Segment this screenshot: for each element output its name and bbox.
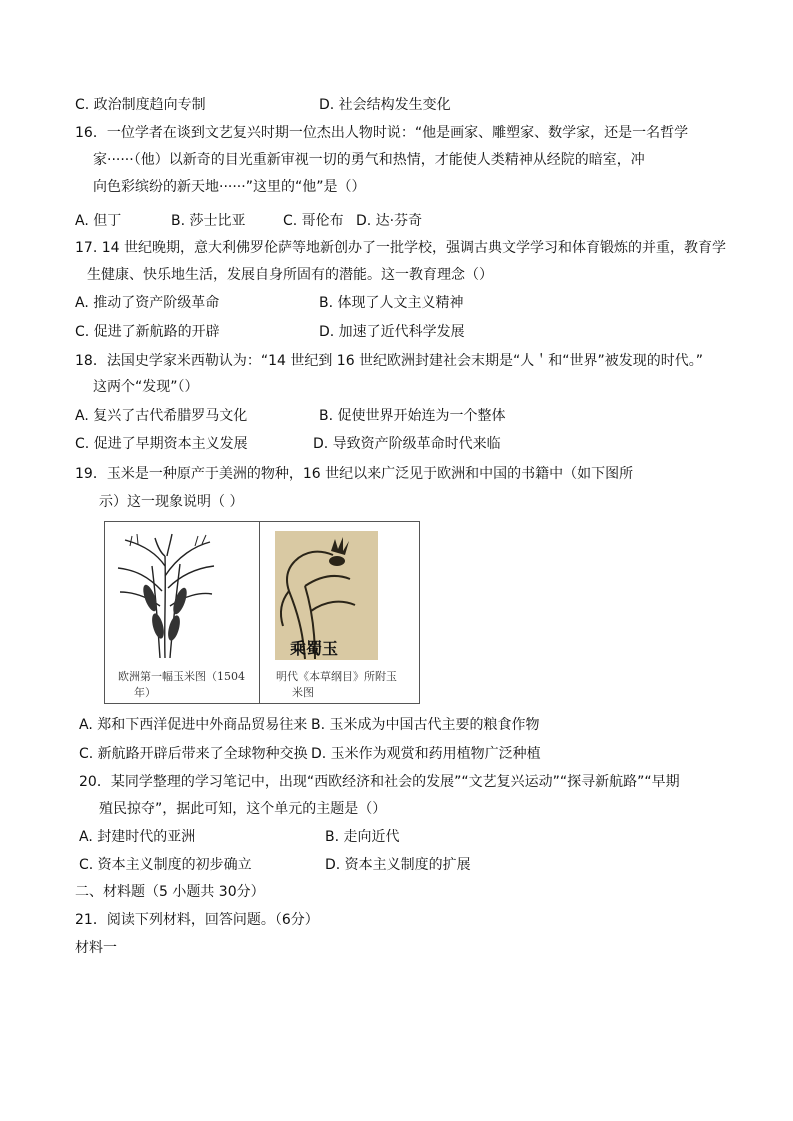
q15-option-d: D. 社会结构发生变化 (319, 97, 451, 113)
right-figure-caption-line1: 明代《本草纲目》所附玉 (276, 670, 397, 683)
left-figure-caption-line2: 年） (134, 686, 156, 699)
q19-stem-line2: 示）这一现象说明（ ） (99, 494, 244, 510)
q20-stem-line1: 20．某同学整理的学习笔记中，出现“西欧经济和社会的发展”“文艺复兴运动”“探寻新航路”“早期 (79, 774, 680, 790)
q16-stem-line3: 向色彩缤纷的新天地······”这里的“他”是（） (93, 179, 366, 195)
q20-option-d: D. 资本主义制度的扩展 (325, 857, 471, 873)
q16-option-a: A. 但丁 (75, 213, 122, 229)
q18-stem-line2: 这两个“发现”（） (93, 379, 199, 395)
q18-option-c: C. 促进了早期资本主义发展 (75, 436, 248, 452)
q17-option-d: D. 加速了近代科学发展 (319, 324, 465, 340)
q15-option-c: C. 政治制度趋向专制 (75, 97, 206, 113)
q16-stem-line1: 16．一位学者在谈到文艺复兴时期一位杰出人物时说：“他是画家、雕塑家、数学家，还是一名哲学 (75, 125, 689, 141)
q17-option-b: B. 体现了人文主义精神 (319, 295, 464, 311)
section-heading: 二、材料题（5 小题共 30分） (75, 884, 265, 900)
q16-option-c: C. 哥伦布 (283, 213, 344, 229)
ming-illustration-label: 乘蜀玉 (290, 639, 339, 658)
q18-option-b: B. 促使世界开始连为一个整体 (319, 408, 506, 424)
q19-figure-divider (259, 521, 260, 704)
q19-option-d: D. 玉米作为观赏和药用植物广泛种植 (311, 746, 541, 762)
q18-stem-line1: 18．法国史学家米西勒认为：“14 世纪到 16 世纪欧洲封建社会末期是“人＇和“世界”被发现的时代。” (75, 353, 704, 369)
q18-option-a: A. 复兴了古代希腊罗马文化 (75, 408, 248, 424)
q20-option-c: C. 资本主义制度的初步确立 (79, 857, 252, 873)
q20-option-a: A. 封建时代的亚洲 (79, 829, 196, 845)
q16-option-b: B. 莎士比亚 (171, 213, 246, 229)
q17-option-a: A. 推动了资产阶级革命 (75, 295, 220, 311)
q19-option-c: C. 新航路开辟后带来了全球物种交换 (79, 746, 308, 762)
q17-option-c: C. 促进了新航路的开辟 (75, 324, 220, 340)
q17-stem-line2: 生健康、快乐地生活，发展自身所固有的潜能。这一教育理念（） (87, 267, 493, 283)
q19-option-b: B. 玉米成为中国古代主要的粮食作物 (311, 717, 540, 733)
q19-stem-line1: 19．玉米是一种原产于美洲的物种，16 世纪以来广泛见于欧洲和中国的书籍中（如下图所 (75, 466, 634, 482)
q20-option-b: B. 走向近代 (325, 829, 400, 845)
q20-stem-line2: 殖民掠夺”，据此可知，这个单元的主题是（） (99, 801, 387, 817)
right-figure-caption-line2: 米图 (292, 686, 314, 699)
q17-stem-line1: 17. 14 世纪晚期，意大利佛罗伦萨等地新创办了一批学校，强调古典文学学习和体育锻炼的并重，教育学 (75, 240, 726, 256)
material-one-label: 材料一 (75, 940, 117, 956)
european-corn-illustration (110, 526, 220, 661)
q16-option-d: D. 达·芬奇 (356, 213, 423, 229)
q18-option-d: D. 导致资产阶级革命时代来临 (313, 436, 501, 452)
q21-stem: 21．阅读下列材料，回答问题。（6分） (75, 912, 319, 928)
q16-stem-line2: 家······（他）以新奇的目光重新审视一切的勇气和热情，才能使人类精神从经院的暗室，冲 (93, 152, 645, 168)
left-figure-caption-line1: 欧洲第一幅玉米图（1504 (118, 670, 245, 683)
q19-option-a: A. 郑和下西洋促进中外商品贸易往来 (79, 717, 308, 733)
